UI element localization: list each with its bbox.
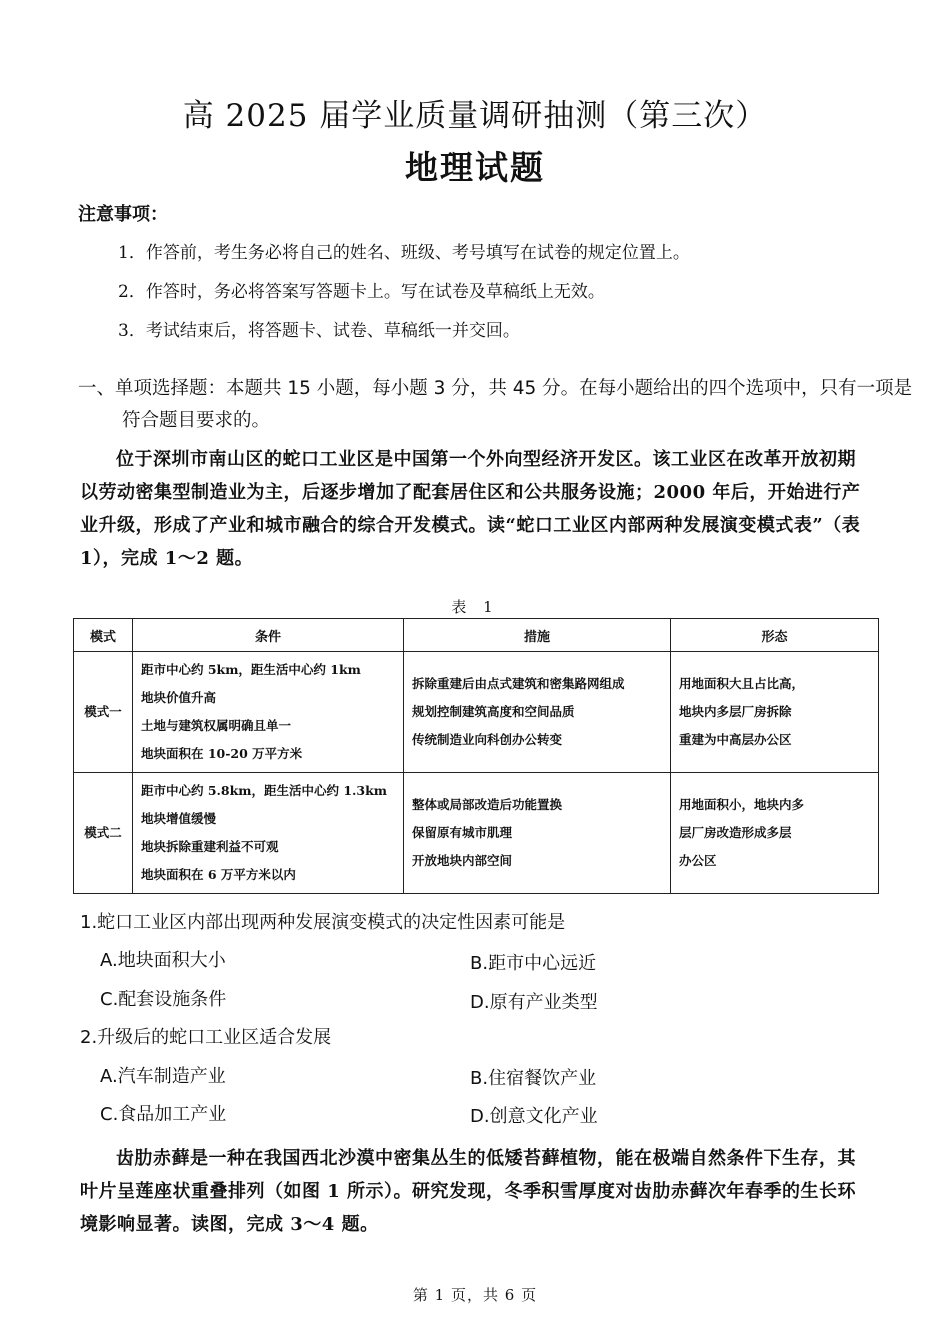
form-cell	[671, 652, 879, 773]
condition-line: 地块面积在 6 万平方米以内	[141, 867, 296, 882]
table-caption: 表 1	[451, 598, 499, 616]
header-mode: 模式	[74, 619, 133, 652]
header-conditions: 条件	[133, 619, 404, 652]
form-cell	[671, 773, 879, 894]
condition-line: 土地与建筑权属明确且单一	[141, 718, 292, 733]
mode-cell: 模式二	[74, 773, 133, 894]
notice-item-2: 2．作答时，务必将答案写答题卡上。写在试卷及草稿纸上无效。	[118, 282, 605, 302]
question-2-option-a: A.汽车制造产业	[100, 1066, 226, 1087]
form-line: 用地面积大且占比高，	[679, 676, 805, 691]
measure-line: 规划控制建筑高度和空间品质	[412, 704, 575, 719]
notice-item-3: 3．考试结束后，将答题卡、试卷、草稿纸一并交回。	[118, 321, 520, 341]
conditions-cell	[133, 773, 404, 894]
question-2-option-b: B.住宿餐饮产业	[470, 1068, 597, 1089]
question-1-option-a: A.地块面积大小	[100, 950, 226, 971]
header-form: 形态	[671, 619, 879, 652]
measures-cell	[404, 773, 671, 894]
page-footer: 第 1 页，共 6 页	[412, 1286, 538, 1304]
measure-line: 整体或局部改造后功能置换	[412, 797, 563, 812]
question-1-option-c: C.配套设施条件	[100, 989, 227, 1010]
subject-title: 地理试题	[405, 148, 545, 187]
table-row	[74, 652, 879, 773]
notice-item-1: 1．作答前，考生务必将自己的姓名、班级、考号填写在试卷的规定位置上。	[118, 243, 690, 263]
form-line: 层厂房改造形成多层	[679, 825, 792, 840]
passage-shekou: 位于深圳市南山区的蛇口工业区是中国第一个外向型经济开发区。该工业区在改革开放初期以劳动密集型制造业为主，后逐步增加了配套居住区和公共服务设施；2000 年后，开始进行产业升级，形成了产业和城市融合的综合开发模式。读“蛇口工业区内部两种发展演变模式表”（表 1），完成 1～2 题。	[80, 449, 861, 569]
passage-moss: 齿肋赤藓是一种在我国西北沙漠中密集丛生的低矮苔藓植物，能在极端自然条件下生存，其叶片呈莲座状重叠排列（如图 1 所示）。研究发现，冬季积雪厚度对齿肋赤藓次年春季的生长环境影响显著。读图，完成 3～4 题。	[80, 1148, 857, 1235]
form-line: 用地面积小，地块内多	[679, 797, 805, 812]
question-2-option-c: C.食品加工产业	[100, 1104, 227, 1125]
condition-line: 地块面积在 10-20 万平方米	[141, 746, 303, 761]
condition-line: 距市中心约 5.8km，距生活中心约 1.3km	[141, 783, 387, 798]
condition-line: 地块价值升高	[141, 690, 217, 705]
measure-line: 拆除重建后由点式建筑和密集路网组成	[412, 676, 625, 691]
table-header-row	[74, 619, 879, 652]
measure-line: 开放地块内部空间	[412, 853, 513, 868]
measure-line: 保留原有城市肌理	[412, 825, 513, 840]
notice-heading: 注意事项：	[78, 204, 168, 225]
form-line: 地块内多层厂房拆除	[679, 704, 792, 719]
condition-line: 地块拆除重建利益不可观	[141, 839, 279, 854]
question-1-option-b: B.距市中心远近	[470, 953, 597, 974]
form-line: 办公区	[679, 853, 717, 868]
question-2-stem: 2.升级后的蛇口工业区适合发展	[80, 1027, 332, 1048]
exam-title: 高 2025 届学业质量调研抽测（第三次）	[182, 98, 768, 134]
mode-table	[73, 618, 879, 894]
section-heading: 一、单项选择题：本题共 15 小题，每小题 3 分，共 45 分。在每小题给出的四个选项中，只有一项是符合题目要求的。	[78, 378, 913, 431]
condition-line: 距市中心约 5km，距生活中心约 1km	[141, 662, 361, 677]
question-1-stem: 1.蛇口工业区内部出现两种发展演变模式的决定性因素可能是	[80, 912, 566, 933]
condition-line: 地块增值缓慢	[141, 811, 217, 826]
form-line: 重建为中高层办公区	[679, 732, 792, 747]
table-row	[74, 773, 879, 894]
mode-cell: 模式一	[74, 652, 133, 773]
measures-cell	[404, 652, 671, 773]
question-2-option-d: D.创意文化产业	[470, 1106, 598, 1127]
conditions-cell	[133, 652, 404, 773]
header-measures: 措施	[404, 619, 671, 652]
measure-line: 传统制造业向科创办公转变	[412, 732, 563, 747]
question-1-option-d: D.原有产业类型	[470, 992, 598, 1013]
